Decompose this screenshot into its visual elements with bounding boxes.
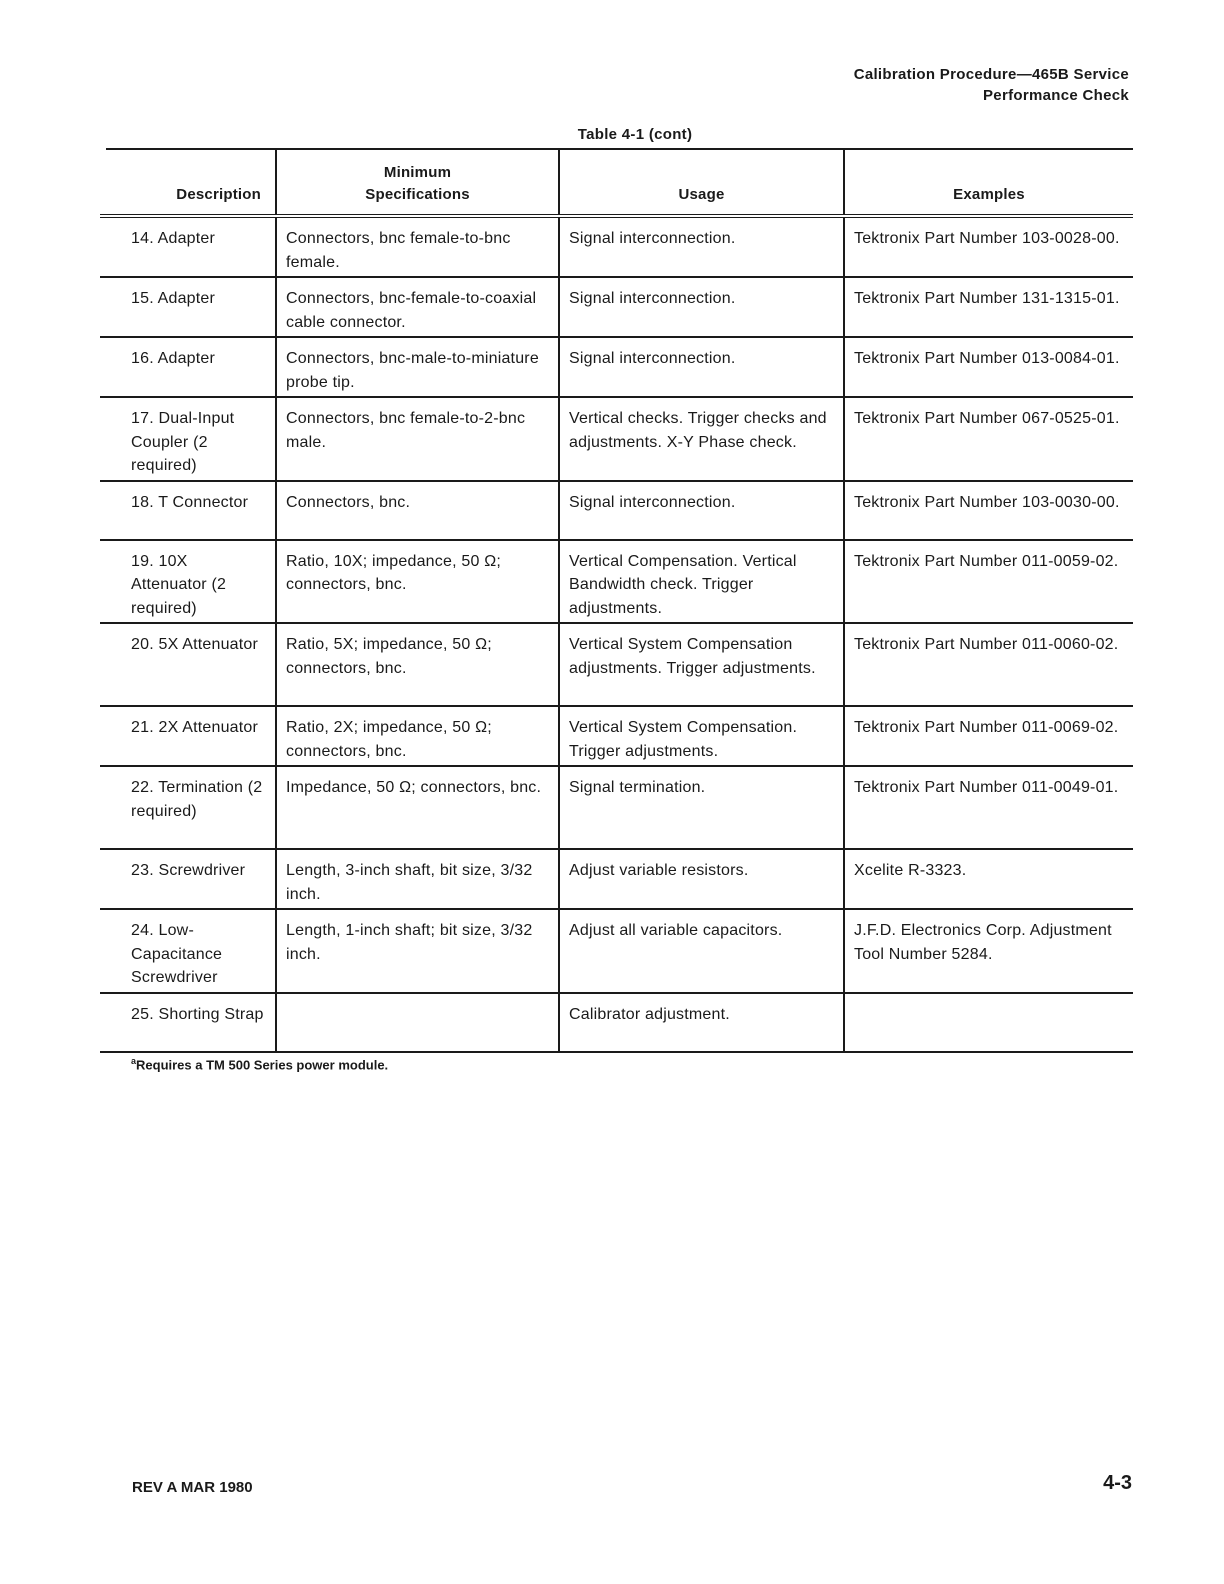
cell-example: Tektronix Part Number 011-0060-02. xyxy=(844,623,1133,706)
table-row xyxy=(100,397,1133,481)
cell-usage: Adjust all variable capacitors. xyxy=(559,909,844,993)
cell-spec xyxy=(276,993,559,1052)
header-title: Calibration Procedure—465B Service xyxy=(853,66,1129,83)
cell-usage: Signal interconnection. xyxy=(559,277,844,337)
table-footnote xyxy=(131,1056,388,1072)
cell-usage: Vertical System Compensation adjustments. Trigger adjustments. xyxy=(559,623,844,706)
cell-description: 20. 5X Attenuator xyxy=(100,623,276,706)
table-row xyxy=(100,337,1133,397)
table-row xyxy=(100,766,1133,849)
equipment-table xyxy=(100,150,1133,1053)
cell-spec: Connectors, bnc. xyxy=(276,481,559,540)
cell-description: 21. 2X Attenuator xyxy=(100,706,276,766)
cell-description: 16. Adapter xyxy=(100,337,276,397)
cell-example: Xcelite R-3323. xyxy=(844,849,1133,909)
table-row xyxy=(100,849,1133,909)
header-subtitle: Performance Check xyxy=(983,87,1129,104)
cell-usage: Signal termination. xyxy=(559,766,844,849)
cell-spec: Connectors, bnc-female-to-coaxial cable connector. xyxy=(276,277,559,337)
footnote-marker: a xyxy=(131,1056,137,1066)
column-header-min-spec xyxy=(276,150,559,216)
cell-example: Tektronix Part Number 131-1315-01. xyxy=(844,277,1133,337)
cell-description: 24. Low-Capacitance Screwdriver xyxy=(100,909,276,993)
cell-spec: Ratio, 5X; impedance, 50 Ω; connectors, bnc. xyxy=(276,623,559,706)
cell-example: Tektronix Part Number 011-0049-01. xyxy=(844,766,1133,849)
cell-usage: Vertical Compensation. Vertical Bandwidth check. Trigger adjustments. xyxy=(559,540,844,624)
cell-usage: Calibrator adjustment. xyxy=(559,993,844,1052)
table-row xyxy=(100,540,1133,624)
cell-example: J.F.D. Electronics Corp. Adjustment Tool Number 5284. xyxy=(844,909,1133,993)
cell-usage: Signal interconnection. xyxy=(559,337,844,397)
revision-date: REV A MAR 1980 xyxy=(132,1479,253,1496)
table-row xyxy=(100,993,1133,1052)
table-row xyxy=(100,909,1133,993)
cell-spec: Ratio, 10X; impedance, 50 Ω; connectors, bnc. xyxy=(276,540,559,624)
cell-spec: Impedance, 50 Ω; connectors, bnc. xyxy=(276,766,559,849)
cell-description: 25. Shorting Strap xyxy=(100,993,276,1052)
cell-description: 19. 10X Attenuator (2 required) xyxy=(100,540,276,624)
column-header-usage: Usage xyxy=(559,150,844,216)
cell-spec: Connectors, bnc-male-to-miniature probe tip. xyxy=(276,337,559,397)
cell-usage: Signal interconnection. xyxy=(559,481,844,540)
equipment-table-container xyxy=(100,148,1133,1053)
footnote-text: Requires a TM 500 Series power module. xyxy=(136,1057,389,1073)
table-header-row xyxy=(100,150,1133,216)
cell-spec: Length, 1-inch shaft; bit size, 3/32 inch. xyxy=(276,909,559,993)
cell-usage: Vertical checks. Trigger checks and adjustments. X-Y Phase check. xyxy=(559,397,844,481)
cell-description: 14. Adapter xyxy=(100,216,276,277)
column-header-examples: Examples xyxy=(844,150,1133,216)
cell-example: Tektronix Part Number 103-0028-00. xyxy=(844,216,1133,277)
cell-spec: Connectors, bnc female-to-bnc female. xyxy=(276,216,559,277)
cell-description: 18. T Connector xyxy=(100,481,276,540)
cell-description: 15. Adapter xyxy=(100,277,276,337)
cell-usage: Signal interconnection. xyxy=(559,216,844,277)
running-header xyxy=(854,64,1129,106)
table-row xyxy=(100,216,1133,277)
cell-example: Tektronix Part Number 011-0059-02. xyxy=(844,540,1133,624)
table-row xyxy=(100,277,1133,337)
table-row xyxy=(100,481,1133,540)
cell-spec: Connectors, bnc female-to-2-bnc male. xyxy=(276,397,559,481)
table-row xyxy=(100,623,1133,706)
cell-example xyxy=(844,993,1133,1052)
cell-description: 23. Screwdriver xyxy=(100,849,276,909)
cell-description: 22. Termination (2 required) xyxy=(100,766,276,849)
table-caption: Table 4-1 (cont) xyxy=(577,126,693,143)
cell-example: Tektronix Part Number 011-0069-02. xyxy=(844,706,1133,766)
cell-spec: Ratio, 2X; impedance, 50 Ω; connectors, bnc. xyxy=(276,706,559,766)
cell-example: Tektronix Part Number 103-0030-00. xyxy=(844,481,1133,540)
column-header-description: Description xyxy=(100,150,276,216)
column-header-min-spec-line1: Minimum xyxy=(383,164,452,181)
cell-usage: Adjust variable resistors. xyxy=(559,849,844,909)
page-number: 4-3 xyxy=(1103,1472,1132,1494)
table-row xyxy=(100,706,1133,766)
cell-spec: Length, 3-inch shaft, bit size, 3/32 inch. xyxy=(276,849,559,909)
column-header-min-spec-line2: Specifications xyxy=(365,186,470,203)
cell-example: Tektronix Part Number 013-0084-01. xyxy=(844,337,1133,397)
cell-description: 17. Dual-Input Coupler (2 required) xyxy=(100,397,276,481)
cell-usage: Vertical System Compensation. Trigger adjustments. xyxy=(559,706,844,766)
cell-example: Tektronix Part Number 067-0525-01. xyxy=(844,397,1133,481)
